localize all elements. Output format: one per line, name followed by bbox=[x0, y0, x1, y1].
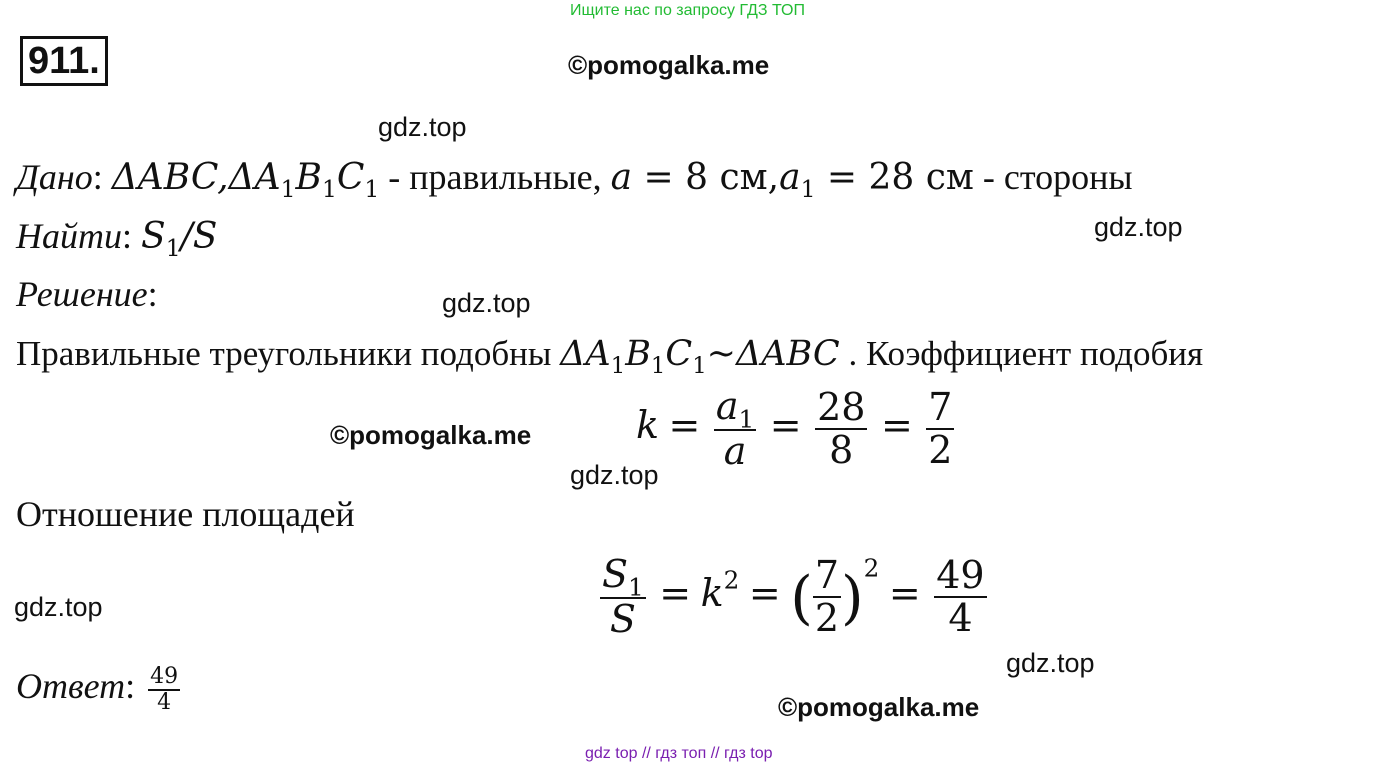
fraction: $\frac{7}{2}$ bbox=[814, 552, 840, 641]
footer-link[interactable]: gdz top bbox=[585, 745, 638, 762]
similarity-line: Правильные треугольники подобны $\Delta A_1B_1C_1\sim\Delta ABC$ . Коэффициент подобия bbox=[16, 334, 1204, 379]
copyright-watermark: ©pomogalka.me bbox=[330, 420, 532, 450]
fraction: $\frac{28}{8}$ bbox=[817, 384, 866, 473]
search-banner: Ищите нас по запросу ГДЗ ТОП bbox=[570, 2, 805, 19]
fraction: $\frac{7}{2}$ bbox=[928, 384, 953, 473]
triangle-abc: ΔABC, bbox=[111, 157, 229, 198]
given-line: Дано: $\Delta ABC,\Delta A_1B_1C_1$ - правильные, a = 8 $см,a_1 = 28$ см - стороны bbox=[16, 157, 1133, 204]
site-watermark: gdz.top bbox=[1094, 212, 1183, 242]
fraction: $\frac{S_1}{S}$ bbox=[602, 552, 644, 641]
site-watermark: gdz.top bbox=[14, 592, 103, 622]
site-watermark: gdz.top bbox=[378, 112, 467, 142]
site-watermark: gdz.top bbox=[1006, 648, 1095, 678]
given-label: Дано bbox=[16, 157, 93, 197]
ratio-heading: Отношение площадей bbox=[16, 494, 355, 534]
copyright-watermark: ©pomogalka.me bbox=[568, 50, 770, 80]
problem-number: 911. bbox=[20, 36, 108, 86]
area-equation: $\frac{S_1}{S}$ = $k^2$ = ( $\frac{7}{2}$ )$^2$ = $\frac{49}{4}$ bbox=[602, 552, 985, 641]
answer-label: Ответ bbox=[16, 666, 126, 706]
fraction: $\frac{49}{4}$ bbox=[936, 552, 985, 641]
site-watermark: gdz.top bbox=[442, 288, 531, 318]
copyright-watermark: ©pomogalka.me bbox=[778, 692, 980, 722]
answer-fraction: $\frac{49}{4}$ bbox=[150, 663, 179, 715]
solution-line: Решение: bbox=[16, 274, 158, 314]
find-line: Найти: $S_1/S$ bbox=[16, 216, 218, 263]
site-watermark: gdz.top bbox=[570, 460, 659, 490]
footer-link[interactable]: гдз топ bbox=[655, 745, 707, 762]
fraction: $\frac{a_1}{a}$ bbox=[715, 384, 755, 473]
k-equation: k = $\frac{a_1}{a}$ = $\frac{28}{8}$ = $\frac{7}{2}$ bbox=[636, 384, 953, 473]
find-label: Найти bbox=[16, 216, 122, 256]
left-paren: ( bbox=[790, 563, 813, 632]
solution-label: Решение bbox=[16, 274, 148, 314]
right-paren: ) bbox=[841, 563, 864, 632]
footer-links: gdz top // гдз топ // гдз top bbox=[585, 745, 773, 762]
answer-line: Ответ: $\frac{49}{4}$ bbox=[16, 663, 179, 715]
footer-link[interactable]: гдз top bbox=[724, 745, 773, 762]
